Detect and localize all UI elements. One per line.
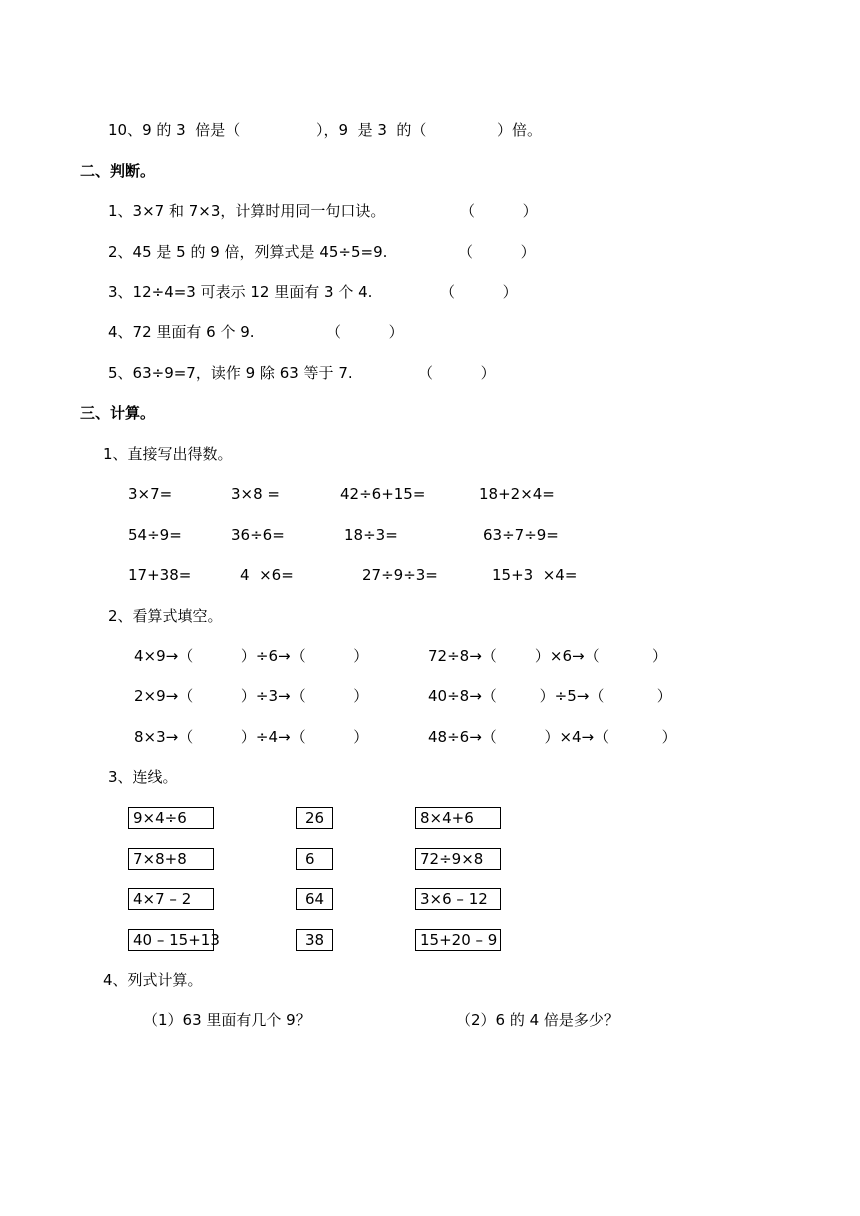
judge-item-2: 2、45 是 5 的 9 倍，列算式是 45÷5=9.	[108, 243, 388, 261]
match-middle-4[interactable]: 38	[296, 929, 333, 951]
match-middle-1[interactable]: 26	[296, 807, 333, 829]
word-problem-1: （1）63 里面有几个 9？	[143, 1011, 311, 1029]
sub1-title: 1、直接写出得数。	[103, 445, 233, 463]
judge-item-2-paren: （ ）	[458, 243, 536, 261]
judge-item-5-paren: （ ）	[418, 364, 496, 382]
match-middle-2[interactable]: 6	[296, 848, 333, 870]
section-2-title: 二、判断。	[80, 162, 156, 180]
judge-item-3-paren: （ ）	[440, 283, 518, 301]
match-left-4[interactable]: 40 – 15+13	[128, 929, 214, 951]
match-middle-3[interactable]: 64	[296, 888, 333, 910]
judge-item-5: 5、63÷9=7，读作 9 除 63 等于 7.	[108, 364, 353, 382]
match-left-1[interactable]: 9×4÷6	[128, 807, 214, 829]
chain-r1-right: 72÷8→（ ）×6→（ ）	[428, 647, 668, 665]
sub4-title: 4、列式计算。	[103, 971, 203, 989]
judge-item-4: 4、72 里面有 6 个 9.	[108, 323, 255, 341]
match-left-3[interactable]: 4×7 – 2	[128, 888, 214, 910]
match-right-1[interactable]: 8×4+6	[415, 807, 501, 829]
calc-r1-c2: 3×8 =	[231, 485, 280, 503]
calc-r1-c3: 42÷6+15=	[340, 485, 426, 503]
q10-part-c: ）倍。	[497, 121, 543, 139]
chain-r1-left: 4×9→（ ）÷6→（ ）	[134, 647, 369, 665]
judge-item-1-paren: （ ）	[460, 202, 538, 220]
sub3-title: 3、连线。	[108, 768, 178, 786]
calc-r2-c1: 54÷9=	[128, 526, 182, 544]
q10-part-a: 10、9 的 3 倍是（	[108, 121, 241, 139]
calc-r3-c1: 17+38=	[128, 566, 192, 584]
q10-part-b: ），9 是 3 的（	[316, 121, 427, 139]
calc-r1-c4: 18+2×4=	[479, 485, 555, 503]
calc-r2-c2: 36÷6=	[231, 526, 285, 544]
match-right-4[interactable]: 15+20 – 9	[415, 929, 501, 951]
section-3-title: 三、计算。	[80, 404, 156, 422]
sub2-title: 2、看算式填空。	[108, 607, 223, 625]
calc-r1-c1: 3×7=	[128, 485, 173, 503]
chain-r3-left: 8×3→（ ）÷4→（ ）	[134, 728, 369, 746]
chain-r2-right: 40÷8→（ ）÷5→（ ）	[428, 687, 672, 705]
calc-r2-c3: 18÷3=	[344, 526, 398, 544]
word-problem-2: （2）6 的 4 倍是多少？	[456, 1011, 619, 1029]
calc-r3-c2: 4 ×6=	[240, 566, 294, 584]
calc-r2-c4: 63÷7÷9=	[483, 526, 559, 544]
judge-item-4-paren: （ ）	[326, 323, 404, 341]
judge-item-3: 3、12÷4=3 可表示 12 里面有 3 个 4.	[108, 283, 373, 301]
match-right-3[interactable]: 3×6 – 12	[415, 888, 501, 910]
chain-r2-left: 2×9→（ ）÷3→（ ）	[134, 687, 369, 705]
calc-r3-c4: 15+3 ×4=	[492, 566, 578, 584]
judge-item-1: 1、3×7 和 7×3，计算时用同一句口诀。	[108, 202, 386, 220]
match-right-2[interactable]: 72÷9×8	[415, 848, 501, 870]
chain-r3-right: 48÷6→（ ）×4→（ ）	[428, 728, 677, 746]
match-left-2[interactable]: 7×8+8	[128, 848, 214, 870]
calc-r3-c3: 27÷9÷3=	[362, 566, 438, 584]
